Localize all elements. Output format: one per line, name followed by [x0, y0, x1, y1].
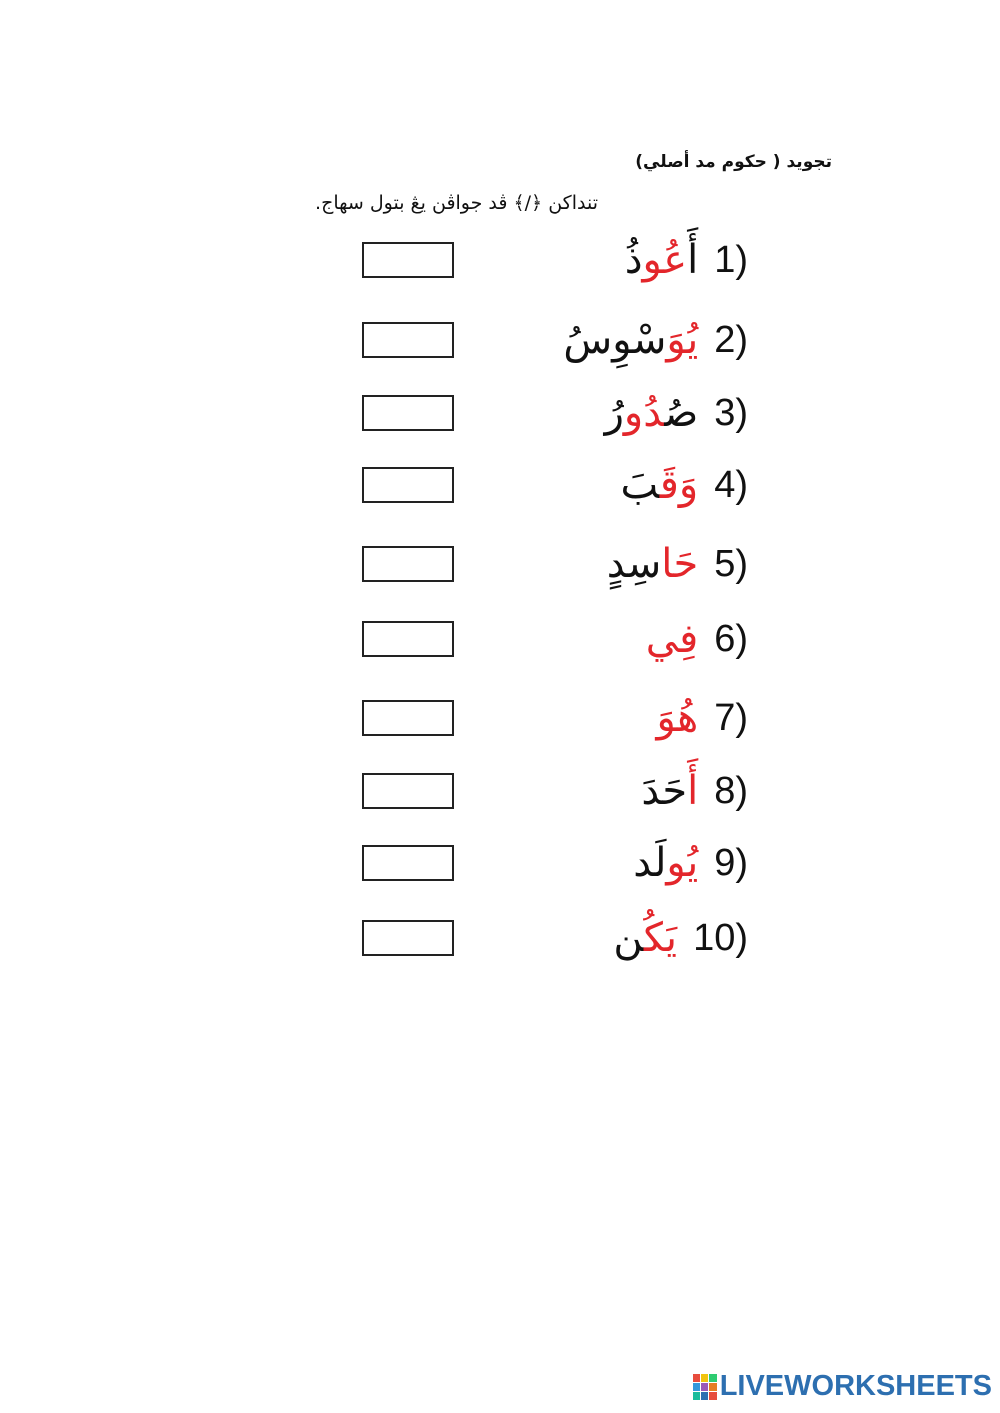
question-row [0, 237, 1000, 302]
question-label [625, 230, 748, 290]
arabic-word [625, 237, 698, 283]
arabic-word [646, 616, 698, 662]
question-number: 10) [693, 916, 748, 959]
arabic-word [620, 462, 698, 508]
answer-box[interactable] [362, 322, 454, 358]
answer-box[interactable] [362, 773, 454, 809]
question-label [607, 534, 748, 594]
question-label [613, 908, 748, 968]
highlighted-letters: وَقَ [659, 462, 699, 508]
question-number: 6) [714, 617, 748, 660]
question-row [0, 840, 1000, 905]
question-label [641, 761, 748, 821]
question-row [0, 768, 1000, 833]
word-letters: صُ [664, 390, 699, 436]
question-label [656, 688, 748, 748]
answer-box[interactable] [362, 845, 454, 881]
highlighted-letters: فِي [645, 616, 699, 662]
arabic-word [607, 541, 698, 587]
word-letters: سْوِسُ [563, 317, 667, 363]
arabic-word [641, 768, 698, 814]
answer-box[interactable] [362, 920, 454, 956]
answer-box[interactable] [362, 546, 454, 582]
question-label [633, 833, 748, 893]
arabic-word [633, 840, 698, 886]
word-letters: رُ [604, 390, 624, 436]
question-number: 9) [714, 841, 748, 884]
footer-brand[interactable] [693, 1370, 992, 1403]
question-number: 5) [714, 542, 748, 585]
question-label [646, 609, 748, 669]
question-label [620, 455, 748, 515]
word-letters: ن [613, 915, 644, 961]
word-letters: أَ [687, 237, 699, 283]
answer-box[interactable] [362, 395, 454, 431]
answer-box[interactable] [362, 467, 454, 503]
question-label [563, 310, 748, 370]
arabic-word [613, 915, 677, 961]
word-letters: بَ [620, 462, 660, 508]
question-row [0, 695, 1000, 760]
question-number: 1) [714, 238, 748, 281]
question-number: 2) [714, 318, 748, 361]
word-letters: سِدٍ [606, 541, 662, 587]
brand-name: LIVEWORKSHEETS [719, 1370, 992, 1402]
question-number: 3) [714, 391, 748, 434]
worksheet-instruction: تنداكن ﴿/﴾ ڤد جواڤن يڠ بتول سهاج. [315, 192, 598, 214]
highlighted-letters: دُو [623, 390, 665, 436]
highlighted-letters: عُو [642, 237, 688, 283]
arabic-word [605, 390, 699, 436]
answer-box[interactable] [362, 242, 454, 278]
question-row [0, 541, 1000, 606]
arabic-word [656, 695, 698, 741]
highlighted-letters: يَكُ [643, 915, 678, 961]
question-number: 8) [714, 769, 748, 812]
question-number: 4) [714, 463, 748, 506]
highlighted-letters: هُوَ [656, 695, 699, 741]
word-letters: ذُ [624, 237, 643, 283]
question-row [0, 616, 1000, 681]
highlighted-letters: حَا [661, 541, 699, 587]
question-row [0, 915, 1000, 980]
highlighted-letters: يُوَ [666, 317, 699, 363]
answer-box[interactable] [362, 700, 454, 736]
liveworksheets-logo-icon [693, 1374, 717, 1400]
word-letters: حَدَ [641, 768, 688, 814]
question-number: 7) [714, 696, 748, 739]
question-row [0, 390, 1000, 455]
arabic-word [563, 317, 698, 363]
highlighted-letters: أَ [687, 768, 699, 814]
question-row [0, 462, 1000, 527]
answer-box[interactable] [362, 621, 454, 657]
question-row [0, 317, 1000, 382]
highlighted-letters: يُو [666, 840, 699, 886]
question-label [605, 383, 748, 443]
word-letters: لَد [633, 840, 667, 886]
worksheet-title: تجويد ( حكوم مد أصلي) [635, 152, 832, 172]
